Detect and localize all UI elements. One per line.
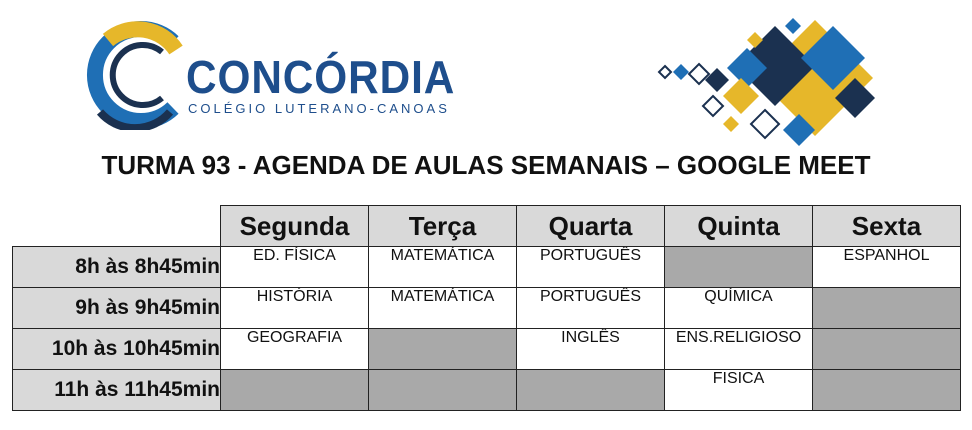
class-cell	[517, 370, 665, 411]
table-row	[13, 370, 961, 411]
class-cell: HISTÓRIA	[221, 288, 369, 329]
class-cell: ENS.RELIGIOSO	[665, 329, 813, 370]
day-header: Quinta	[665, 206, 813, 247]
time-slot: 9h às 9h45min	[13, 288, 221, 329]
class-cell: QUÍMICA	[665, 288, 813, 329]
header-row	[13, 206, 961, 247]
class-cell	[221, 370, 369, 411]
class-cell: MATEMÁTICA	[369, 247, 517, 288]
corner-cell	[13, 206, 221, 247]
class-cell: PORTUGUÊS	[517, 288, 665, 329]
class-cell	[665, 247, 813, 288]
time-slot: 8h às 8h45min	[13, 247, 221, 288]
decorative-squares-icon	[655, 18, 875, 146]
day-header: Sexta	[813, 206, 961, 247]
class-cell	[369, 370, 517, 411]
brand-name: CONCÓRDIA	[186, 51, 456, 103]
page-title: TURMA 93 - AGENDA DE AULAS SEMANAIS – GOOGLE MEET	[101, 150, 871, 180]
header	[0, 0, 972, 148]
day-header: Terça	[369, 206, 517, 247]
class-cell: PORTUGUÊS	[517, 247, 665, 288]
schedule-table	[12, 205, 961, 411]
day-header: Segunda	[221, 206, 369, 247]
class-cell	[369, 329, 517, 370]
table-row	[13, 288, 961, 329]
brand-subtitle: COLÉGIO LUTERANO-CANOAS	[188, 101, 450, 116]
class-cell	[813, 329, 961, 370]
class-cell	[813, 288, 961, 329]
class-cell	[813, 370, 961, 411]
table-row	[13, 329, 961, 370]
class-cell: MATEMÁTICA	[369, 288, 517, 329]
class-cell: ED. FÍSICA	[221, 247, 369, 288]
day-header: Quarta	[517, 206, 665, 247]
table-row	[13, 247, 961, 288]
time-slot: 10h às 10h45min	[13, 329, 221, 370]
class-cell: GEOGRAFIA	[221, 329, 369, 370]
concordia-logo-icon	[78, 20, 188, 130]
class-cell: ESPANHOL	[813, 247, 961, 288]
time-slot: 11h às 11h45min	[13, 370, 221, 411]
class-cell: INGLÊS	[517, 329, 665, 370]
class-cell: FISICA	[665, 370, 813, 411]
